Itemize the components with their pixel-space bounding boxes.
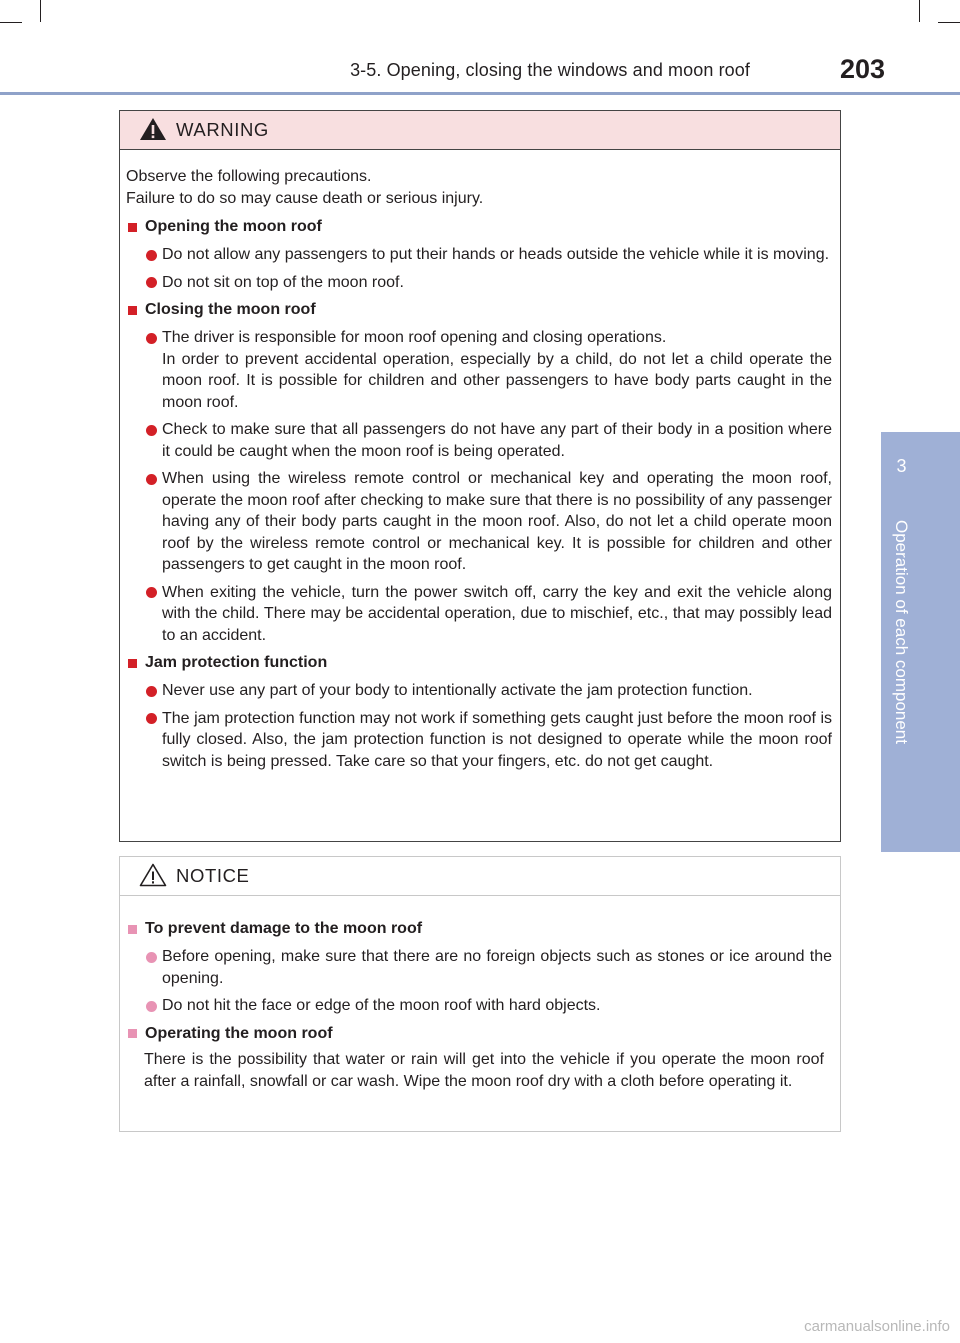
header-rule xyxy=(0,92,960,95)
section-heading-text: Jam protection function xyxy=(145,654,328,671)
watermark: carmanualsonline.info xyxy=(804,1318,950,1335)
bullet-text: Never use any part of your body to intentionally activate the jam protection function. xyxy=(162,682,753,699)
notice-bullet xyxy=(126,946,832,989)
notice-body xyxy=(120,896,840,1093)
bullet-text: When using the wireless remote control or mechanical key and operating the moon roof, operate the moon roof after checking to make sure that there is no possibility of any passenger having any of their body parts caught in the moon roof. Also, do not let a child operate moon roof by the wireless remote control or mechanical key. It is possible for children and other passengers to get caught in the moon roof. xyxy=(162,470,832,573)
notice-header xyxy=(120,857,840,896)
bullet-dot-icon xyxy=(146,587,157,598)
bullet-dot-icon xyxy=(146,425,157,436)
notice-section-heading xyxy=(126,1023,832,1045)
warning-header xyxy=(120,111,840,150)
bullet-dot-icon xyxy=(146,277,157,288)
bullet-text: Do not allow any passengers to put their hands or heads outside the vehicle while it is moving. xyxy=(162,246,830,263)
notice-section-heading xyxy=(126,918,832,940)
section-heading-text: Operating the moon roof xyxy=(145,1024,333,1042)
warning-bullet xyxy=(126,680,832,702)
warning-bullet xyxy=(126,419,832,462)
warning-bullet xyxy=(126,327,832,413)
bullet-dot-icon xyxy=(146,713,157,724)
crop-mark xyxy=(938,22,960,23)
bullet-dot-icon xyxy=(146,1001,157,1012)
bullet-dot-icon xyxy=(146,333,157,344)
square-bullet-icon xyxy=(128,223,137,232)
section-heading-text: Opening the moon roof xyxy=(145,218,322,235)
warning-box xyxy=(119,110,841,842)
notice-paragraph: There is the possibility that water or rain will get into the vehicle if you operate the moon roof after a rainfall, snowfall or car wash. Wipe the moon roof dry with a cloth before operating it. xyxy=(144,1050,824,1090)
caution-triangle-icon xyxy=(139,863,167,887)
warning-body xyxy=(120,150,840,772)
square-bullet-icon xyxy=(128,659,137,668)
notice-bullet xyxy=(126,995,832,1017)
warning-intro-line: Observe the following precautions. xyxy=(126,168,372,185)
notice-label: NOTICE xyxy=(176,865,250,886)
warning-section-heading xyxy=(126,652,832,674)
bullet-text: Check to make sure that all passengers do not have any part of their body in a position where it could be caught when the moon roof is being operated. xyxy=(162,421,832,460)
bullet-text: Do not sit on top of the moon roof. xyxy=(162,273,404,291)
section-heading-text: Closing the moon roof xyxy=(145,301,316,318)
bullet-text: The jam protection function may not work if something gets caught just before the moon roof is fully closed. Also, the jam protection function is not designed to operate while the moon roof switch is being pressed. Take care so that your fingers, etc. do not get caught. xyxy=(162,709,832,770)
page-header-title: 3-5. Opening, closing the windows and moon roof xyxy=(350,60,750,80)
bullet-text: Do not hit the face or edge of the moon roof with hard objects. xyxy=(162,997,601,1014)
page-number: 203 xyxy=(839,54,885,84)
bullet-dot-icon xyxy=(146,686,157,697)
crop-mark xyxy=(40,0,41,22)
chapter-title: Operation of each component xyxy=(892,520,911,744)
warning-bullet xyxy=(126,708,832,773)
square-bullet-icon xyxy=(128,1029,137,1038)
warning-bullet xyxy=(126,244,832,266)
square-bullet-icon xyxy=(128,306,137,315)
bullet-text: When exiting the vehicle, turn the power switch off, carry the key and exit the vehicle along with the child. There may be accidental operation, due to mischief, etc., that may possibly lead to an accident. xyxy=(162,583,832,644)
bullet-text: Before opening, make sure that there are no foreign objects such as stones or ice around the opening. xyxy=(162,948,832,987)
bullet-dot-icon xyxy=(146,952,157,963)
bullet-dot-icon xyxy=(146,250,157,261)
warning-bullet xyxy=(126,582,832,647)
warning-section-heading xyxy=(126,216,832,238)
warning-triangle-icon xyxy=(139,117,167,141)
crop-mark xyxy=(0,22,22,23)
warning-section-heading xyxy=(126,299,832,321)
section-heading-text: To prevent damage to the moon roof xyxy=(145,920,423,937)
bullet-text: The driver is responsible for moon roof opening and closing operations. In order to prevent accidental operation, especially by a child, do not let a child operate the moon roof. It is possible for children and other passengers to have body parts caught in the moon roof. xyxy=(162,329,832,411)
warning-label: WARNING xyxy=(176,119,269,140)
crop-mark xyxy=(919,0,920,22)
square-bullet-icon xyxy=(128,925,137,934)
warning-bullet xyxy=(126,272,832,294)
notice-box xyxy=(119,856,841,1132)
chapter-number: 3 xyxy=(896,456,907,476)
warning-intro-line: Failure to do so may cause death or serious injury. xyxy=(126,190,484,207)
warning-bullet xyxy=(126,468,832,576)
bullet-dot-icon xyxy=(146,474,157,485)
